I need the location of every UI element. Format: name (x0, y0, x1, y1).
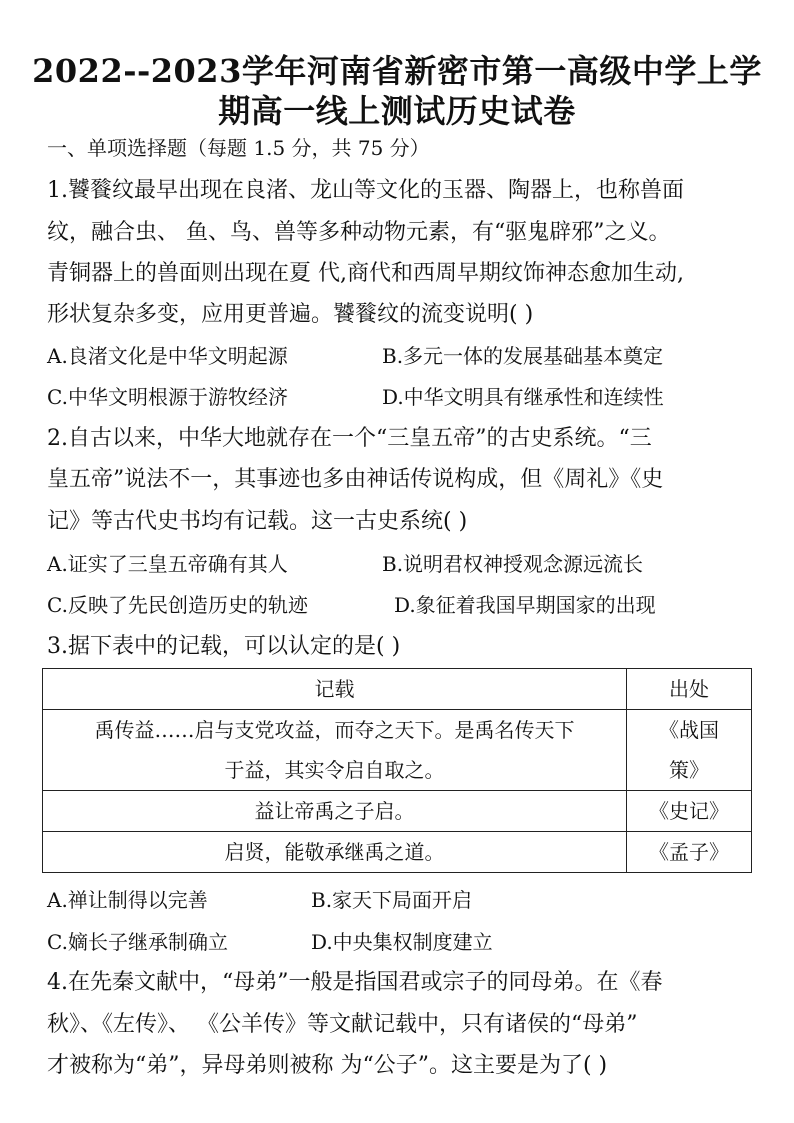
record-text-line-1: 禹传益……启与支党攻益，而夺之天下。是禹名传天下 (94, 718, 575, 742)
q3-option-a[interactable]: A.禅让制得以完善 (47, 888, 208, 912)
table-cell-source (627, 710, 752, 791)
record-text-line-2: 于益，其实令启自取之。 (224, 758, 445, 782)
q4-stem-line-1: 4.在先秦文献中，“母弟”一般是指国君或宗子的同母弟。在《春 (47, 970, 663, 995)
table-header-record: 记载 (43, 669, 627, 710)
q1-option-d[interactable]: D.中华文明具有继承性和连续性 (382, 385, 664, 409)
source-text-line-1: 《战国 (659, 718, 719, 742)
q2-stem-line-2: 皇五帝”说法不一，其事迹也多由神话传说构成，但《周礼》《史 (47, 467, 664, 492)
q4-stem-line-2: 秋》、《左传》、 《公羊传》等文献记载中，只有诸侯的“母弟” (47, 1012, 638, 1037)
q1-stem-line-4: 形状复杂多变，应用更普遍。饕餮纹的流变说明( ) (47, 302, 534, 327)
q2-option-d[interactable]: D.象征着我国早期国家的出现 (394, 593, 656, 617)
table-cell-record: 启贤，能敬承继禹之道。 (43, 832, 627, 873)
source-text-line-2: 策》 (669, 758, 709, 782)
table-cell-record (43, 710, 627, 791)
q3-stem: 3.据下表中的记载，可以认定的是( ) (47, 634, 401, 659)
table-header-source: 出处 (627, 669, 752, 710)
table-header-row (43, 669, 752, 710)
q3-option-b[interactable]: B.家天下局面开启 (311, 888, 473, 912)
q2-option-a[interactable]: A.证实了三皇五帝确有其人 (47, 552, 288, 576)
q1-option-b[interactable]: B.多元一体的发展基础基本奠定 (382, 344, 664, 368)
q3-option-d[interactable]: D.中央集权制度建立 (311, 930, 493, 954)
table-row (43, 832, 752, 873)
records-table (42, 668, 752, 873)
q2-stem-line-3: 记》等古代史书均有记载。这一古史系统( ) (47, 509, 468, 534)
q2-stem-line-1: 2.自古以来，中华大地就存在一个“三皇五帝”的古史系统。“三 (47, 426, 652, 451)
q2-option-c[interactable]: C.反映了先民创造历史的轨迹 (47, 593, 308, 617)
q1-stem-line-3: 青铜器上的兽面则出现在夏 代,商代和西周早期纹饰神态愈加生动, (47, 261, 684, 286)
table-cell-source: 《史记》 (627, 791, 752, 832)
q1-stem-line-1: 1.饕餮纹最早出现在良渚、龙山等文化的玉器、陶器上，也称兽面 (47, 178, 684, 203)
table-row (43, 710, 752, 791)
section-heading: 一、单项选择题（每题 1.5 分，共 75 分） (47, 136, 430, 160)
q4-stem-line-3: 才被称为“弟”，异母弟则被称 为“公子”。这主要是为了( ) (47, 1053, 608, 1078)
table-row (43, 791, 752, 832)
q1-option-c[interactable]: C.中华文明根源于游牧经济 (47, 385, 288, 409)
q2-option-b[interactable]: B.说明君权神授观念源远流长 (382, 552, 644, 576)
q1-option-a[interactable]: A.良渚文化是中华文明起源 (47, 344, 288, 368)
q1-stem-line-2: 纹，融合虫、 鱼、鸟、兽等多种动物元素，有“驱鬼辟邪”之义。 (47, 220, 671, 245)
q3-option-c[interactable]: C.嫡长子继承制确立 (47, 930, 228, 954)
exam-title-line-2: 期高一线上测试历史试卷 (218, 92, 576, 130)
table-cell-record: 益让帝禹之子启。 (43, 791, 627, 832)
exam-title-line-1: 2022--2023学年河南省新密市第一高级中学上学 (32, 52, 762, 90)
table-cell-source: 《孟子》 (627, 832, 752, 873)
